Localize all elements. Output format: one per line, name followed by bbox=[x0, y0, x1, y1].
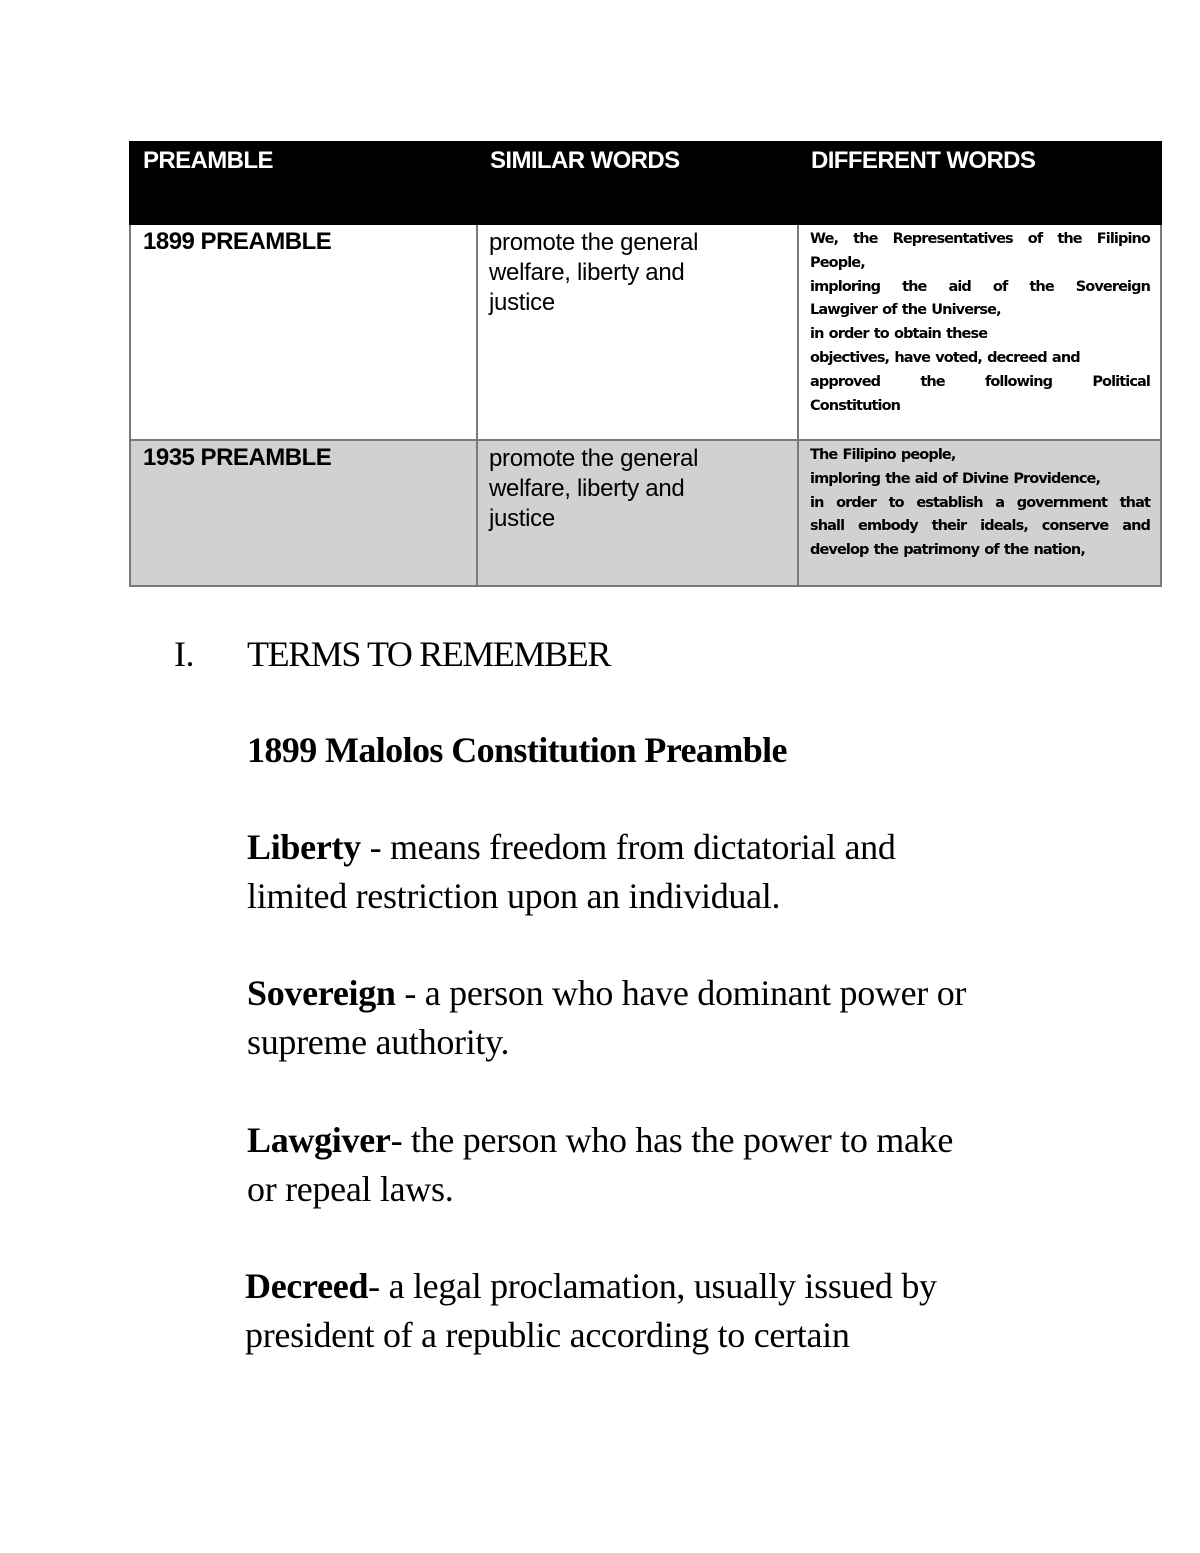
similar-words-1935 bbox=[477, 440, 798, 586]
term-line bbox=[247, 823, 1107, 872]
section-title: TERMS TO REMEMBER bbox=[247, 634, 610, 674]
similar-line: promote the general bbox=[489, 445, 699, 472]
header-similar-words: SIMILAR WORDS bbox=[477, 142, 798, 224]
term-definition: the person who has the power to make bbox=[410, 1120, 954, 1160]
section-subheading: 1899 Malolos Constitution Preamble bbox=[247, 730, 787, 770]
table-row-1899 bbox=[130, 224, 1161, 440]
similar-line: welfare, liberty and bbox=[489, 475, 685, 502]
term-separator: - bbox=[390, 1120, 411, 1160]
term-word: Lawgiver bbox=[247, 1120, 391, 1160]
different-line: shall embody their ideals, conserve and bbox=[810, 518, 1150, 535]
term-definition: supreme authority. bbox=[247, 1022, 510, 1062]
term-line bbox=[247, 1116, 1107, 1165]
term-liberty bbox=[247, 823, 1107, 921]
term-separator: - bbox=[395, 973, 425, 1013]
preamble-label-1899: 1899 PREAMBLE bbox=[130, 224, 477, 440]
term-word: Decreed bbox=[245, 1266, 369, 1306]
term-sovereign bbox=[247, 969, 1107, 1067]
different-line: in order to establish a government that bbox=[810, 494, 1150, 511]
term-definition: limited restriction upon an individual. bbox=[247, 876, 781, 916]
section-number: I. bbox=[174, 634, 194, 674]
term-definition: president of a republic according to certain bbox=[245, 1315, 850, 1355]
term-word: Liberty bbox=[247, 827, 361, 867]
different-line: imploring the aid of Divine Providence, bbox=[810, 470, 1101, 487]
term-lawgiver bbox=[247, 1116, 1107, 1214]
similar-line: justice bbox=[489, 289, 555, 316]
table-row-1935 bbox=[130, 440, 1161, 586]
similar-line: promote the general bbox=[489, 229, 699, 256]
different-line: Constitution bbox=[810, 397, 901, 414]
term-separator: - bbox=[360, 827, 390, 867]
different-line: develop the patrimony of the nation, bbox=[810, 542, 1085, 559]
term-line bbox=[247, 969, 1107, 1018]
different-line: approved the following Political bbox=[810, 373, 1150, 390]
term-separator: - bbox=[368, 1266, 389, 1306]
preamble-comparison-table bbox=[129, 141, 1162, 587]
header-different-words: DIFFERENT WORDS bbox=[798, 142, 1161, 224]
term-line bbox=[245, 1262, 1105, 1311]
term-word: Sovereign bbox=[247, 973, 396, 1013]
header-preamble: PREAMBLE bbox=[130, 142, 477, 224]
different-line: Lawgiver of the Universe, bbox=[810, 302, 1001, 319]
different-line: in order to obtain these bbox=[810, 326, 988, 343]
similar-line: welfare, liberty and bbox=[489, 259, 685, 286]
term-definition: or repeal laws. bbox=[247, 1169, 454, 1209]
similar-line: justice bbox=[489, 505, 555, 532]
different-line: The Filipino people, bbox=[810, 447, 956, 463]
different-words-1899 bbox=[798, 224, 1161, 440]
term-definition: a legal proclamation, usually issued by bbox=[388, 1266, 937, 1306]
different-words-1935 bbox=[798, 440, 1161, 586]
preamble-label-1935: 1935 PREAMBLE bbox=[130, 440, 477, 586]
table-header-row bbox=[130, 142, 1161, 224]
similar-words-1899 bbox=[477, 224, 798, 440]
term-definition: a person who have dominant power or bbox=[424, 973, 967, 1013]
different-line: imploring the aid of the Sovereign bbox=[810, 278, 1150, 295]
different-line: We, the Representatives of the Filipino bbox=[810, 231, 1150, 247]
term-definition: means freedom from dictatorial and bbox=[389, 827, 896, 867]
term-decreed bbox=[245, 1262, 1105, 1360]
different-line: People, bbox=[810, 254, 865, 271]
different-line: objectives, have voted, decreed and bbox=[810, 349, 1080, 366]
